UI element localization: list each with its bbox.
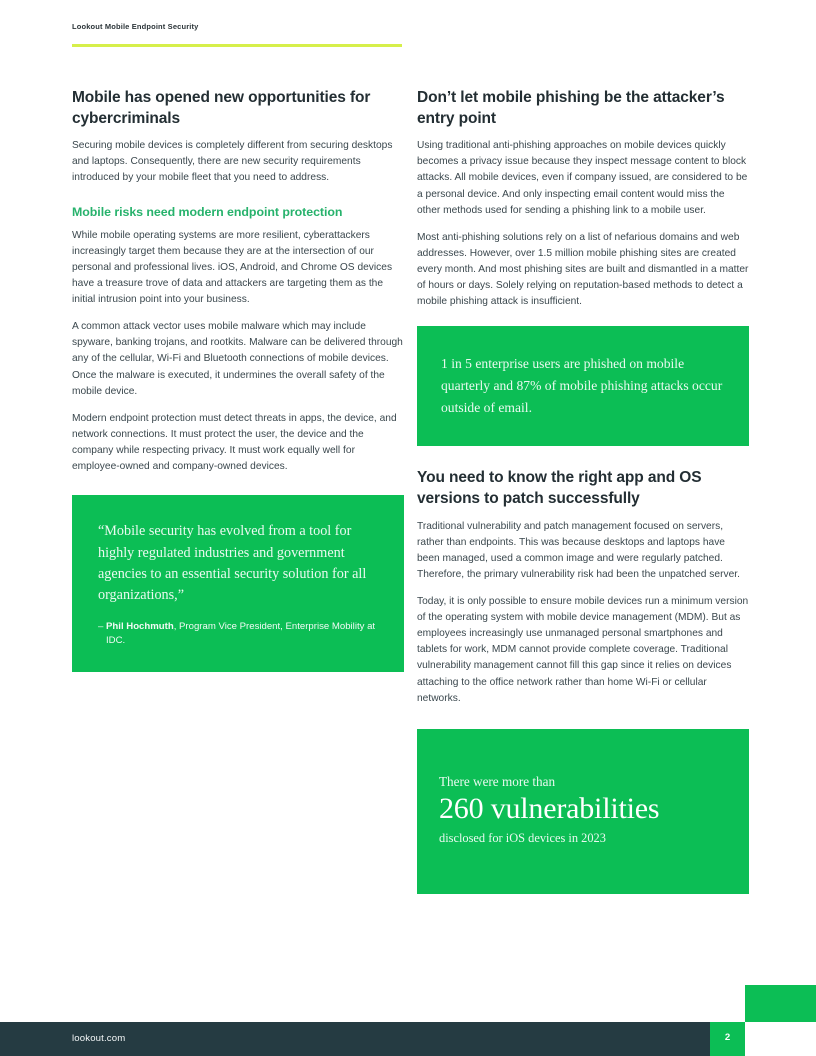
quote-attribution-name: Phil Hochmuth [106,621,174,633]
right-section-heading-patch: You need to know the right app and OS versions to patch successfully [417,469,702,507]
footer-website-url[interactable]: lookout.com [72,1033,126,1044]
stat-callout-text: 1 in 5 enterprise users are phished on mobile quarterly and 87% of mobile phishing attacks occur outside of email. [441,356,723,416]
right-paragraph: Today, it is only possible to ensure mobile devices run a minimum version of the operating system with mobile device management (MDM). But as employees increasingly use unmanaged personal smartphones and tablets for work, MDM cannot provide complete coverage. Traditional vulnerability management cannot fill this gap since it relies on devices attaching to the office network rather than home Wi-Fi or cellular networks. [417,596,749,704]
header-accent-rule [72,44,402,47]
page-number: 2 [724,1032,731,1043]
right-section-heading-phishing: Don’t let mobile phishing be the attacker’s entry point [417,89,725,127]
big-number-pre-text: There were more than [439,773,556,789]
page-header [72,22,402,31]
left-paragraph: Modern endpoint protection must detect threats in apps, the device, and network connections. It must protect the user, the device and the company while respecting privacy. It must work equally well for employee-owned and company-owned devices. [72,412,397,473]
quote-text: “Mobile security has evolved from a tool for highly regulated industries and government agencies to an essential security solution for all organizations,” [98,523,367,604]
stat-callout [417,326,749,446]
left-paragraph: While mobile operating systems are more resilient, cyberattackers increasingly target them because they are at the intersection of our personal and professional lives. iOS, Android, and Chrome OS devices have a treasure trove of data and attackers are targeting them as the initial intrusion point into your business. [72,229,393,306]
quote-attribution [98,620,378,648]
left-paragraph: A common attack vector uses mobile malware which may include spyware, banking trojans, and rootkits. Malware can be delivered through any of the cellular, Wi-Fi and Bluetooth connections of mobile devices. Once the malware is executed, it undermines the overall safety of the mobile device. [72,321,403,397]
left-sub-heading: Mobile risks need modern endpoint protection [72,204,343,219]
right-paragraph: Using traditional anti-phishing approaches on mobile devices quickly becomes a privacy issue because they inspect message content to block attacks. All mobile devices, even if company issued, are considered to be a personal device. And only inspecting email content would miss the other methods used for sending a phishing link to a mobile user. [417,140,748,216]
left-column [72,88,404,672]
big-number-post-text: disclosed for iOS devices in 2023 [439,830,606,845]
left-section-heading: Mobile has opened new opportunities for cybercriminals [72,89,371,127]
right-column [417,88,749,894]
quote-callout [72,495,404,672]
right-paragraph: Traditional vulnerability and patch management focused on servers, rather than endpoints. This was because desktops and laptops have been managed, used a common image and were regularly patched. Therefore, the primary vulnerability risk had been the unpatched server. [417,520,740,580]
big-number-value: 260 vulnerabilities [439,791,660,825]
header-title: Lookout Mobile Endpoint Security [72,22,199,31]
right-paragraph: Most anti-phishing solutions rely on a list of nefarious domains and web addresses. However, over 1.5 million mobile phishing sites are created every month. And most phishing sites are built and dismantled in a matter of hours or days. Solely relying on reputation-based methods to detect a mobile phishing attack is insufficient. [417,231,749,308]
footer-green-accent-block [745,985,816,1022]
quote-attribution-rest: , Program Vice President, Enterprise Mobility at IDC. [106,621,376,647]
big-number-callout [417,729,749,894]
quote-attribution-dash: – [98,621,107,633]
left-intro-paragraph: Securing mobile devices is completely different from securing desktops and laptops. Consequently, there are new security requirements introduced by your mobile fleet that you need to address. [72,140,393,184]
